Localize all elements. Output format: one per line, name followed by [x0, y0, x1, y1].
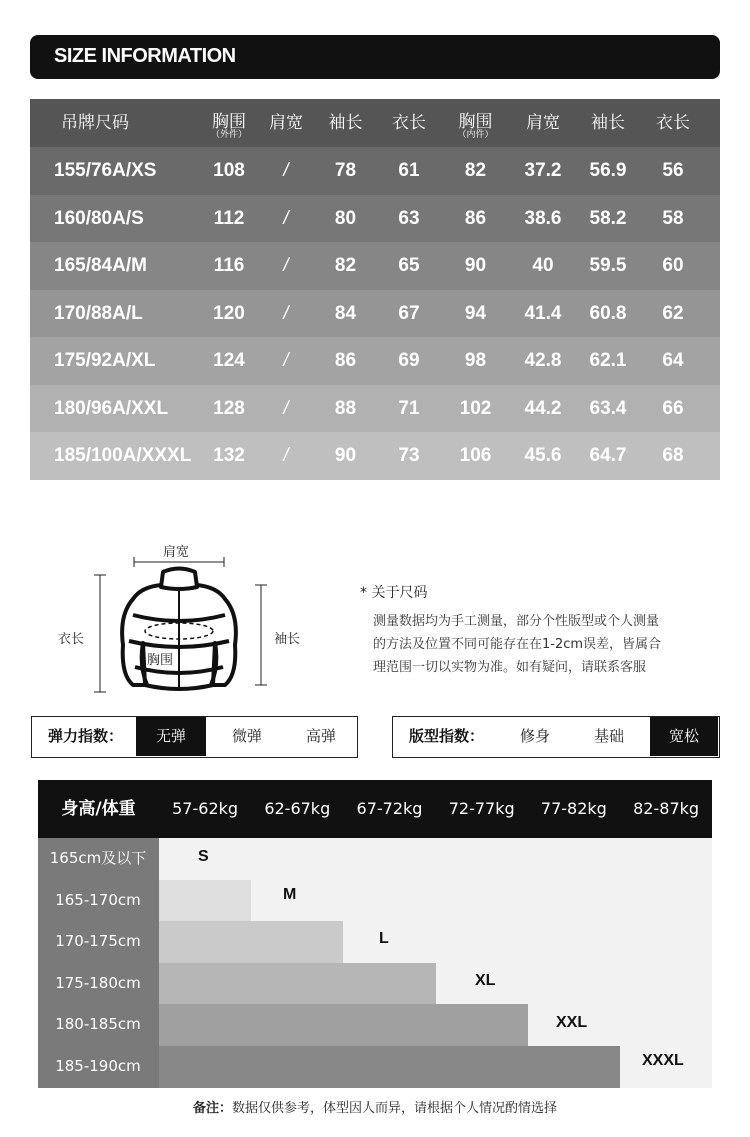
size-region — [159, 963, 436, 1005]
table-row — [30, 385, 720, 433]
table-row — [30, 242, 720, 290]
table-cell: 62.1 — [589, 350, 627, 371]
table-cell: 37.2 — [524, 160, 562, 181]
table-cell: 68 — [662, 445, 684, 466]
size-label: S — [198, 848, 209, 865]
size-label: M — [283, 886, 297, 903]
table-cell: 56 — [662, 160, 684, 181]
size-label: XXXL — [642, 1052, 684, 1069]
table-cell: 64.7 — [589, 445, 627, 466]
column-header — [640, 99, 706, 147]
table-cell: / — [283, 350, 289, 371]
table-cell: 170/88A/L — [54, 302, 143, 324]
height-label: 165-170cm — [55, 890, 141, 909]
table-cell: 58 — [662, 207, 684, 229]
column-header-label: 胸围 — [212, 112, 246, 132]
height-label: 165cm及以下 — [49, 849, 147, 867]
size-region — [159, 880, 251, 922]
table-cell: 98 — [464, 350, 487, 371]
chart-corner-label: 身高/体重 — [61, 799, 136, 819]
table-cell: 40 — [532, 255, 554, 276]
table-cell: 108 — [213, 160, 245, 181]
note-line: 测量数据均为手工测量，部分个性版型或个人测量 — [373, 614, 660, 629]
table-cell: 64 — [662, 350, 684, 371]
size-region — [159, 1004, 528, 1046]
table-cell: 44.2 — [524, 397, 562, 419]
table-cell: 38.6 — [524, 207, 562, 229]
table-cell: 73 — [398, 445, 420, 466]
size-label: XL — [475, 972, 496, 989]
table-cell: 88 — [334, 397, 357, 419]
fit-label: 版型指数： — [409, 727, 485, 745]
table-cell: 155/76A/XS — [54, 160, 157, 181]
elasticity-index — [31, 716, 358, 758]
table-cell: / — [283, 160, 289, 181]
table-cell: 71 — [398, 397, 420, 419]
table-cell: 128 — [213, 397, 245, 419]
table-cell: 90 — [334, 445, 357, 466]
table-cell: 60 — [662, 255, 684, 276]
fit-option-regular: 基础 — [593, 727, 624, 745]
elasticity-option-slight: 微弹 — [231, 727, 262, 745]
size-table-header — [30, 99, 720, 147]
footnote-text: 数据仅供参考，体型因人而异，请根据个人情况酌情选择 — [232, 1101, 558, 1116]
column-header-sub: （外件） — [210, 130, 247, 140]
weight-header: 67-72kg — [356, 799, 423, 818]
column-header-label: 袖长 — [328, 113, 363, 133]
note-line: 的方法及位置不同可能存在在1-2cm误差，皆属合 — [373, 637, 662, 652]
table-cell: 86 — [464, 207, 487, 229]
table-row — [30, 147, 720, 195]
column-header — [314, 99, 377, 147]
jacket-icon — [55, 535, 325, 705]
table-cell: / — [283, 397, 289, 419]
column-header-label: 袖长 — [591, 113, 625, 133]
column-header — [30, 99, 160, 147]
table-row — [30, 337, 720, 385]
column-header — [200, 99, 258, 147]
column-header — [510, 99, 576, 147]
note-title: * 关于尺码 — [360, 585, 428, 601]
table-cell: / — [283, 255, 289, 276]
chest-label: 胸围 — [147, 649, 173, 668]
column-header-label: 肩宽 — [526, 113, 560, 133]
table-cell: 80 — [334, 207, 357, 229]
table-cell: 69 — [398, 350, 420, 371]
sleeve-label: 袖长 — [274, 632, 301, 647]
length-label: 衣长 — [58, 632, 85, 647]
table-cell: 116 — [213, 255, 245, 276]
footnote-label: 备注： — [192, 1101, 232, 1116]
height-label: 170-175cm — [55, 932, 141, 951]
section-title: SIZE INFORMATION — [54, 45, 236, 67]
table-cell: 63 — [398, 207, 420, 229]
fit-option-slim: 修身 — [519, 727, 550, 745]
elasticity-option-none: 无弹 — [136, 717, 206, 756]
table-cell: 42.8 — [524, 350, 562, 371]
shoulder-label: 肩宽 — [163, 545, 190, 560]
column-header — [258, 99, 314, 147]
note-line: 理范围一切以实物为准。如有疑问，请联系客服 — [373, 660, 647, 675]
table-cell: 124 — [213, 350, 245, 371]
table-cell: 82 — [334, 255, 357, 276]
table-cell: 86 — [334, 350, 357, 371]
size-label: XXL — [556, 1014, 588, 1031]
weight-header: 72-77kg — [448, 799, 515, 818]
table-row — [30, 432, 720, 480]
table-cell: 78 — [334, 160, 357, 181]
weight-header: 62-67kg — [264, 799, 331, 818]
column-header — [441, 99, 510, 147]
table-cell: 66 — [662, 397, 684, 419]
jacket-diagram — [55, 535, 325, 705]
table-cell: 63.4 — [589, 397, 627, 419]
column-header-sub: （内件） — [457, 130, 494, 140]
table-cell: 112 — [213, 207, 245, 229]
table-cell: 90 — [464, 255, 487, 276]
elasticity-option-high: 高弹 — [305, 727, 336, 745]
column-header-label: 肩宽 — [269, 113, 303, 133]
table-cell: 175/92A/XL — [54, 350, 156, 371]
table-cell: 61 — [398, 160, 420, 181]
column-header — [377, 99, 441, 147]
column-header — [576, 99, 640, 147]
table-cell: 82 — [464, 160, 487, 181]
elasticity-label: 弹力指数： — [48, 727, 124, 745]
height-weight-chart — [38, 780, 712, 1088]
column-header-label: 衣长 — [392, 113, 426, 133]
height-label: 185-190cm — [55, 1057, 141, 1075]
table-cell: 62 — [662, 302, 684, 324]
column-header-label: 衣长 — [656, 113, 690, 133]
fit-option-loose: 宽松 — [650, 717, 718, 756]
table-cell: 41.4 — [524, 302, 562, 324]
weight-header: 57-62kg — [172, 799, 239, 818]
table-cell: / — [283, 302, 289, 324]
table-cell: 120 — [213, 302, 245, 324]
table-cell: 160/80A/S — [54, 207, 144, 229]
table-cell: 56.9 — [589, 160, 627, 181]
table-row — [30, 195, 720, 243]
column-header-label: 吊牌尺码 — [61, 113, 129, 133]
table-cell: 94 — [464, 302, 487, 324]
table-cell: 106 — [459, 445, 492, 466]
table-row — [30, 290, 720, 338]
table-cell: 84 — [334, 302, 357, 324]
table-cell: 67 — [398, 302, 420, 324]
size-region — [159, 921, 343, 963]
table-cell: 132 — [213, 445, 245, 466]
height-label: 175-180cm — [55, 973, 141, 992]
table-cell: / — [283, 445, 289, 466]
height-label: 180-185cm — [55, 1015, 141, 1034]
fit-index — [392, 716, 720, 758]
column-header-label: 胸围 — [458, 112, 493, 132]
table-cell: 45.6 — [524, 445, 562, 466]
weight-header: 77-82kg — [540, 799, 607, 818]
size-region — [159, 1046, 620, 1088]
table-cell: 102 — [459, 397, 492, 419]
size-label: L — [379, 930, 389, 947]
table-cell: 65 — [398, 255, 420, 276]
table-cell: 60.8 — [589, 302, 627, 324]
weight-header: 82-87kg — [633, 799, 700, 818]
table-cell: 59.5 — [589, 255, 627, 276]
footnote — [0, 1097, 750, 1116]
table-cell: 58.2 — [589, 207, 627, 229]
table-cell: 165/84A/M — [54, 255, 147, 276]
table-cell: 180/96A/XXL — [54, 397, 169, 419]
table-cell: / — [283, 207, 289, 229]
table-cell: 185/100A/XXXL — [54, 445, 192, 466]
